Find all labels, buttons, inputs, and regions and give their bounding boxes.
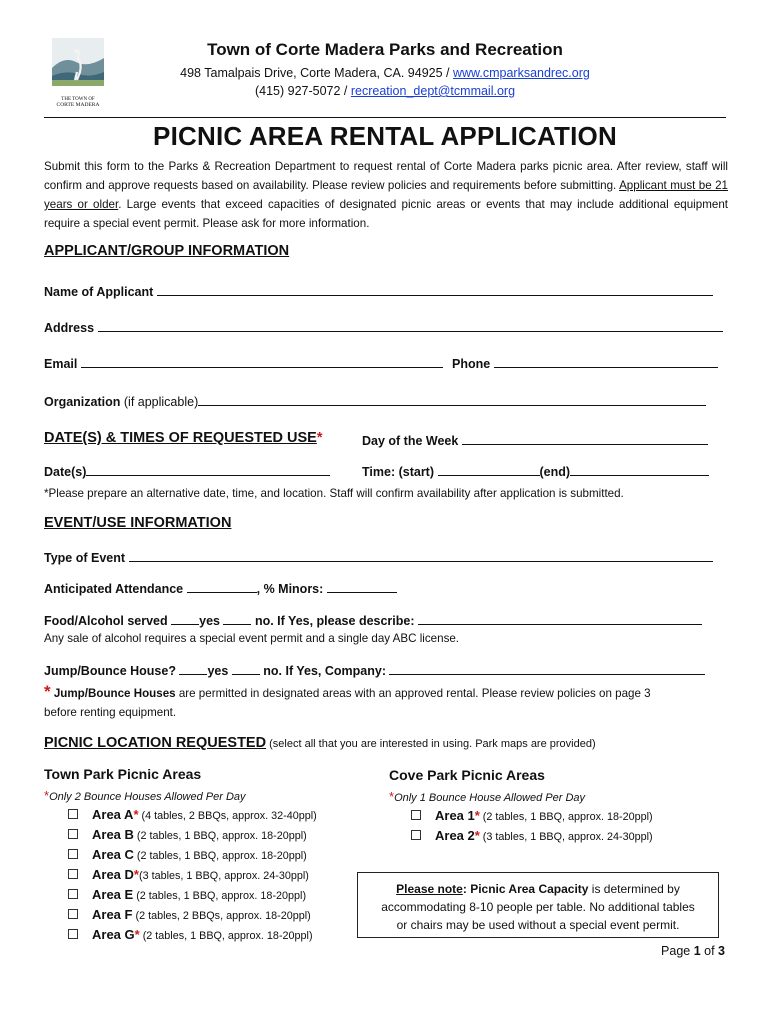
logo-text-1: THE TOWN OF [61, 97, 95, 102]
dates-heading [44, 430, 323, 446]
org-title: Town of Corte Madera Parks and Recreation [207, 40, 563, 59]
time-row [362, 463, 709, 479]
bounce-note-2: before renting equipment. [44, 706, 177, 719]
capacity-note-label: Please note [396, 882, 463, 896]
location-heading-row [44, 734, 596, 752]
attendance-field[interactable] [187, 580, 257, 593]
attendance-row [44, 580, 397, 596]
attendance-label: Anticipated Attendance [44, 582, 184, 596]
checkbox[interactable] [68, 929, 78, 939]
dates-field[interactable] [86, 463, 330, 476]
time-end-label: (end) [539, 465, 571, 479]
checkbox[interactable] [68, 809, 78, 819]
minors-field[interactable] [327, 580, 397, 593]
capacity-note-bold: Picnic Area Capacity [470, 882, 589, 896]
name-row [44, 283, 713, 299]
dow-field[interactable] [462, 432, 708, 445]
event-type-label: Type of Event [44, 551, 126, 565]
area-option-2[interactable]: Area 2* (3 tables, 1 BBQ, approx. 24-30ppl) [411, 828, 653, 848]
checkbox[interactable] [68, 829, 78, 839]
location-heading-note: (select all that you are interested in using. Park maps are provided) [266, 738, 596, 750]
address-row [44, 319, 723, 335]
minors-label: , % Minors: [256, 582, 324, 596]
address-label: Address [44, 321, 95, 335]
cove-park-title: Cove Park Picnic Areas [389, 767, 545, 783]
dates-note-text: *Please prepare an alternative date, time, and location. Staff will confirm availability after application is submitted. [44, 487, 624, 500]
bounce-note [44, 682, 734, 722]
checkbox[interactable] [68, 889, 78, 899]
area-option-g[interactable]: Area G* (2 tables, 1 BBQ, approx. 18-20ppl) [68, 927, 317, 947]
address-line [120, 66, 650, 80]
cove-star: * [389, 789, 395, 804]
town-park-note-row [44, 788, 246, 803]
checkbox[interactable] [68, 909, 78, 919]
event-type-row [44, 549, 713, 565]
capacity-note-text-2: accommodating 8-10 people per table. No additional tables [381, 900, 695, 914]
area-option-b[interactable]: Area B (2 tables, 1 BBQ, approx. 18-20ppl) [68, 827, 317, 847]
area-option-e[interactable]: Area E (2 tables, 1 BBQ, approx. 18-20ppl) [68, 887, 317, 907]
location-heading: PICNIC LOCATION REQUESTED [44, 735, 267, 751]
dow-label: Day of the Week [362, 434, 459, 448]
email-field[interactable] [81, 355, 443, 368]
dates-note [44, 487, 624, 500]
town-star: * [44, 788, 50, 803]
page-label: Page [661, 944, 694, 958]
cove-park-note: Only 1 Bounce House Allowed Per Day [394, 792, 586, 804]
bounce-note-1: are permitted in designated areas with an approved rental. Please review policies on page 3 [175, 687, 651, 700]
name-field[interactable] [157, 283, 713, 296]
time-start-field[interactable] [438, 463, 540, 476]
food-describe-field[interactable] [418, 612, 702, 625]
org-note: (if applicable) [123, 395, 199, 409]
phone-field[interactable] [494, 355, 718, 368]
website-link[interactable]: www.cmparksandrec.org [452, 66, 590, 80]
intro-part-1: Submit this form to the Parks & Recreation Department to request rental of Corte Madera parks picnic area. After review, staff will confirm and approve requests based on availability. Please review policies and requirements before submitting. [44, 160, 728, 192]
cove-park-note-row [389, 789, 585, 804]
page-title: PICNIC AREA RENTAL APPLICATION [153, 121, 617, 151]
address-text: 498 Tamalpais Drive, Corte Madera, CA. 94925 / [180, 66, 453, 80]
dow-row [362, 432, 708, 448]
phone-row [452, 355, 718, 371]
food-row [44, 612, 702, 628]
dates-row [44, 463, 330, 479]
area-option-a[interactable]: Area A* (4 tables, 2 BBQs, approx. 32-40ppl) [68, 807, 317, 827]
dates-label: Date(s) [44, 465, 87, 479]
area-option-d[interactable]: Area D*(3 tables, 1 BBQ, approx. 24-30ppl) [68, 867, 317, 887]
org-label: Organization [44, 395, 121, 409]
bounce-yes-field[interactable] [179, 662, 207, 675]
capacity-note-box [357, 872, 719, 938]
intro-part-2: . Large events that exceed capacities of designated picnic areas or events that may include additional equipment require a special event permit. Please ask for more information. [44, 198, 728, 230]
capacity-note-text-1: is determined by [588, 882, 680, 896]
capacity-note-colon: : [462, 882, 471, 896]
alcohol-note: Any sale of alcohol requires a special event permit and a single day ABC license. [44, 632, 460, 645]
food-yes-label: yes [199, 614, 220, 628]
intro-age-requirement: Applicant must be 21 years or older [44, 179, 728, 211]
email-link[interactable]: recreation_dept@tcmmail.org [350, 84, 516, 98]
bounce-label: Jump/Bounce House? [44, 664, 176, 678]
dates-heading-text: DATE(S) & TIMES OF REQUESTED USE [44, 430, 317, 446]
town-area-list [68, 807, 317, 947]
town-logo [52, 38, 104, 108]
town-park-title: Town Park Picnic Areas [44, 766, 202, 782]
food-label: Food/Alcohol served [44, 614, 168, 628]
capacity-note-text-3: or chairs may be used without a special event permit. [396, 918, 680, 932]
org-row [44, 393, 706, 409]
bounce-no-label: no. If Yes, Company: [263, 664, 386, 678]
page-number [661, 944, 725, 958]
email-label: Email [44, 357, 78, 371]
area-option-c[interactable]: Area C (2 tables, 1 BBQ, approx. 18-20ppl) [68, 847, 317, 867]
org-field[interactable] [198, 393, 706, 406]
phone-label: Phone [452, 357, 491, 371]
event-type-field[interactable] [129, 549, 713, 562]
bounce-row [44, 662, 705, 678]
page-total: 3 [718, 944, 725, 958]
area-option-1[interactable]: Area 1* (2 tables, 1 BBQ, approx. 18-20ppl) [411, 808, 653, 828]
checkbox[interactable] [68, 869, 78, 879]
dates-star: * [316, 430, 323, 446]
checkbox[interactable] [411, 830, 421, 840]
bounce-no-field[interactable] [232, 662, 260, 675]
logo-text-2: CORTE MADERA [56, 102, 100, 108]
food-no-field[interactable] [223, 612, 251, 625]
cove-area-list [411, 808, 653, 848]
phone-text: (415) 927-5072 / [254, 84, 351, 98]
contact-line [120, 84, 650, 98]
area-option-f[interactable]: Area F (2 tables, 2 BBQs, approx. 18-20ppl) [68, 907, 317, 927]
name-label: Name of Applicant [44, 285, 154, 299]
applicant-heading: APPLICANT/GROUP INFORMATION [44, 243, 290, 259]
checkbox[interactable] [68, 849, 78, 859]
address-field[interactable] [98, 319, 723, 332]
bounce-star: * [44, 682, 51, 701]
bounce-note-bold: Jump/Bounce Houses [50, 687, 176, 700]
checkbox[interactable] [411, 810, 421, 820]
page-current: 1 [693, 944, 701, 958]
email-row [44, 355, 443, 371]
bounce-yes-label: yes [207, 664, 229, 678]
event-heading: EVENT/USE INFORMATION [44, 515, 232, 531]
time-start-label: Time: (start) [362, 465, 435, 479]
food-yes-field[interactable] [171, 612, 199, 625]
food-no-label: no. If Yes, please describe: [254, 614, 415, 628]
intro-paragraph [44, 157, 728, 233]
time-end-field[interactable] [570, 463, 709, 476]
bounce-company-field[interactable] [389, 662, 705, 675]
page-of: of [700, 944, 719, 958]
header-divider [44, 117, 726, 118]
town-park-note: Only 2 Bounce Houses Allowed Per Day [49, 791, 246, 803]
